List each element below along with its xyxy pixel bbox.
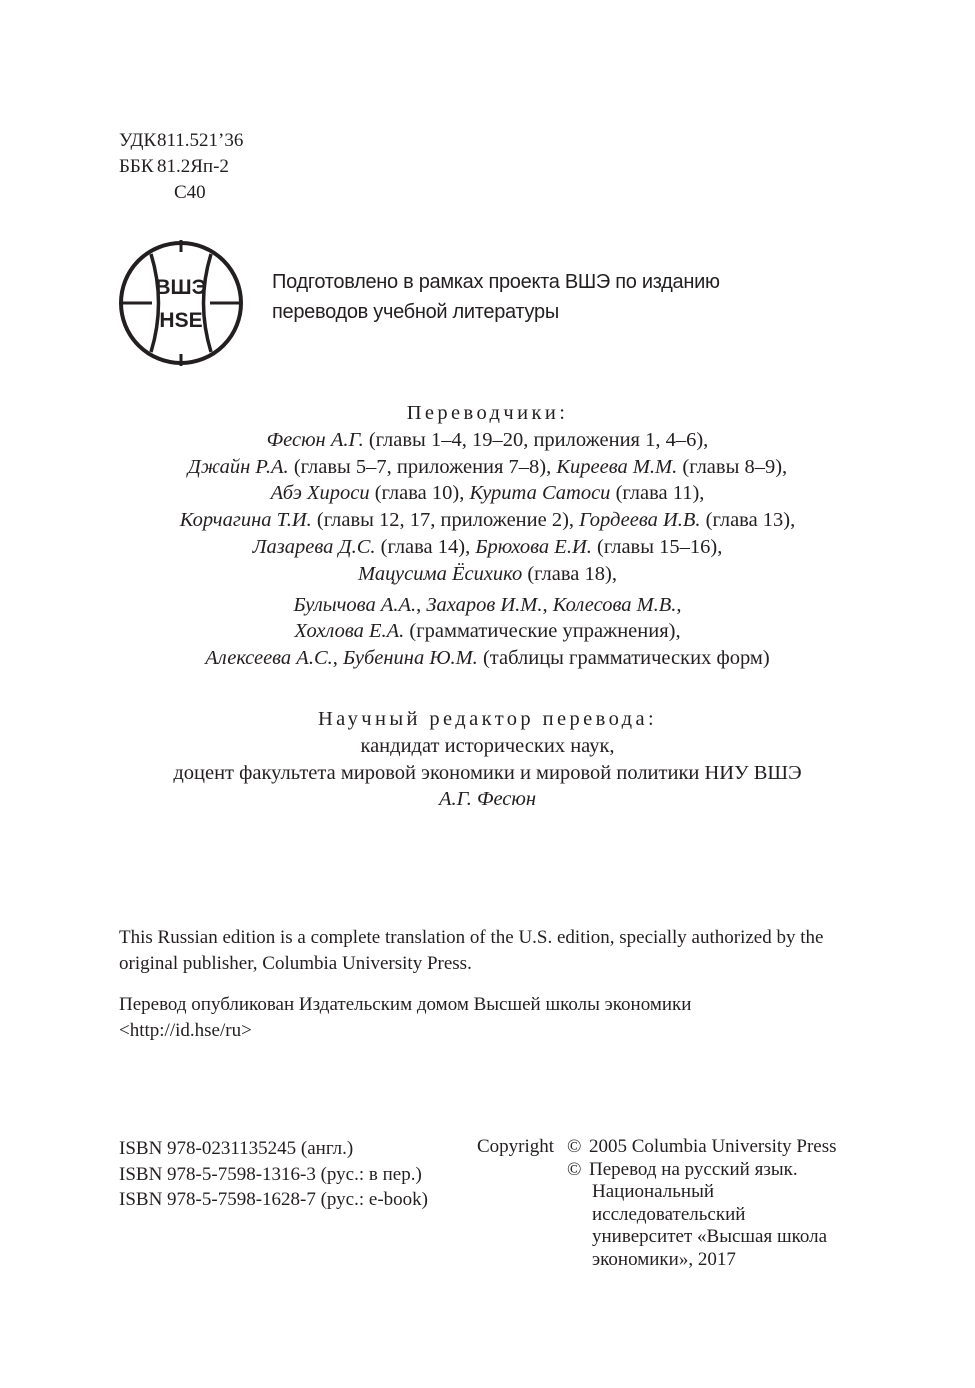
- translators-block: [0, 400, 975, 672]
- translator-line: [0, 592, 975, 619]
- translator-role: (главы 1–4, 19–20, приложения 1, 4–6),: [363, 428, 709, 451]
- translator-name: Джайн Р.А.: [187, 455, 289, 478]
- translator-role: (главы 5–7, приложения 7–8),: [288, 455, 557, 478]
- translator-line: [0, 480, 975, 507]
- translator-role: (главы 8–9),: [677, 455, 788, 478]
- translator-name: Гордеева И.В.: [579, 509, 701, 532]
- udk-row: [119, 128, 243, 154]
- copyright-symbol: ©: [567, 1158, 582, 1180]
- copyright-line: экономики», 2017: [592, 1248, 736, 1270]
- translator-line: [0, 507, 975, 534]
- copyright-symbol: ©: [567, 1136, 582, 1157]
- translator-name: Лазарева Д.С.: [252, 535, 376, 558]
- publisher-url: <http://id.hse/ru>: [119, 1020, 252, 1041]
- translator-name: Булычова А.А.: [293, 593, 417, 616]
- copyright-line: Национальный: [592, 1181, 715, 1202]
- isbn-line: ISBN 978-0231135245 (англ.): [119, 1138, 354, 1159]
- copyright-line: университет «Высшая школа: [592, 1226, 828, 1247]
- editor-line1: кандидат исторических наук,: [360, 734, 615, 757]
- translator-role: (грамматические упражнения),: [404, 620, 681, 643]
- copyright-label: Copyright: [477, 1136, 555, 1157]
- edition-note: This Russian edition is a complete translation of the U.S. edition, specially authorized by the original publisher, Columbia University Press.: [119, 927, 824, 974]
- translator-role: (глава 14),: [375, 535, 476, 558]
- logo-bottom-text: HSE: [159, 309, 203, 332]
- separator: ,: [332, 647, 343, 670]
- editor-heading: Научный редактор перевода:: [317, 708, 658, 730]
- translator-line: [0, 427, 975, 454]
- bbk-row: [119, 154, 243, 180]
- translator-name: Абэ Хироси: [270, 482, 370, 505]
- translator-line: [0, 618, 975, 645]
- separator: ,: [416, 593, 427, 616]
- editor-line2: доцент факультета мировой экономики и мировой политики НИУ ВШЭ: [173, 761, 802, 784]
- translator-role: (глава 13),: [700, 509, 796, 532]
- copyright-line: 2005 Columbia University Press: [589, 1136, 837, 1157]
- publisher-note: [119, 992, 879, 1044]
- translator-name: Хохлова Е.А.: [294, 620, 405, 643]
- separator: ,: [542, 593, 553, 616]
- copyright-line: исследовательский: [592, 1203, 746, 1225]
- classification-block: [119, 128, 243, 206]
- editor-block: [0, 706, 975, 813]
- udk-label: УДК: [119, 130, 157, 151]
- author-mark: С40: [174, 182, 206, 203]
- translator-line: [0, 561, 975, 588]
- isbn-line: ISBN 978-5-7598-1628-7 (рус.: e-book): [119, 1189, 428, 1210]
- translator-name: Алексеева А.С.: [205, 647, 333, 670]
- translator-role: (главы 12, 17, приложение 2),: [311, 509, 580, 532]
- editor-name: А.Г. Фесюн: [438, 788, 537, 811]
- logo-top-text: ВШЭ: [155, 276, 207, 299]
- publisher-note-line1: Перевод опубликован Издательским домом Высшей школы экономики: [119, 994, 692, 1015]
- translator-name: Корчагина Т.И.: [179, 509, 312, 532]
- translator-role: (таблицы грамматических форм): [477, 647, 770, 670]
- translator-name: Бубенина Ю.М.: [343, 647, 478, 670]
- udk-value: 811.521’36: [157, 130, 244, 151]
- translator-name: Мацусима Ёсихико: [358, 562, 523, 585]
- hse-logo: [118, 240, 244, 366]
- translator-name: Колесова М.В.: [552, 593, 677, 616]
- translators-heading: Переводчики:: [406, 402, 569, 424]
- translator-role: (глава 10),: [369, 482, 470, 505]
- translator-line: [0, 645, 975, 672]
- hse-note-line2: переводов учебной литературы: [272, 301, 559, 323]
- translator-line: [0, 454, 975, 481]
- separator: ,: [676, 593, 682, 616]
- bbk-label: ББК: [119, 156, 154, 177]
- translator-name: Киреева М.М.: [556, 455, 678, 478]
- isbn-list: [119, 1136, 428, 1213]
- translator-name: Захаров И.М.: [426, 593, 543, 616]
- translator-name: Курита Сатоси: [469, 482, 611, 505]
- isbn-line: ISBN 978-5-7598-1316-3 (рус.: в пер.): [119, 1163, 422, 1185]
- hse-project-note: [272, 267, 720, 327]
- translator-role: (глава 18),: [522, 562, 617, 585]
- copyright-line: Перевод на русский язык.: [589, 1158, 798, 1180]
- translator-role: (глава 11),: [610, 482, 705, 505]
- translator-line: [0, 534, 975, 561]
- copyright-block: [477, 1136, 837, 1271]
- hse-note-line1: Подготовлено в рамках проекта ВШЭ по изданию: [272, 271, 720, 293]
- translator-name: Брюхова Е.И.: [475, 535, 592, 558]
- translator-name: Фесюн А.Г.: [266, 428, 364, 451]
- bbk-value: 81.2Яп-2: [157, 156, 229, 177]
- translator-role: (главы 15–16),: [591, 535, 723, 558]
